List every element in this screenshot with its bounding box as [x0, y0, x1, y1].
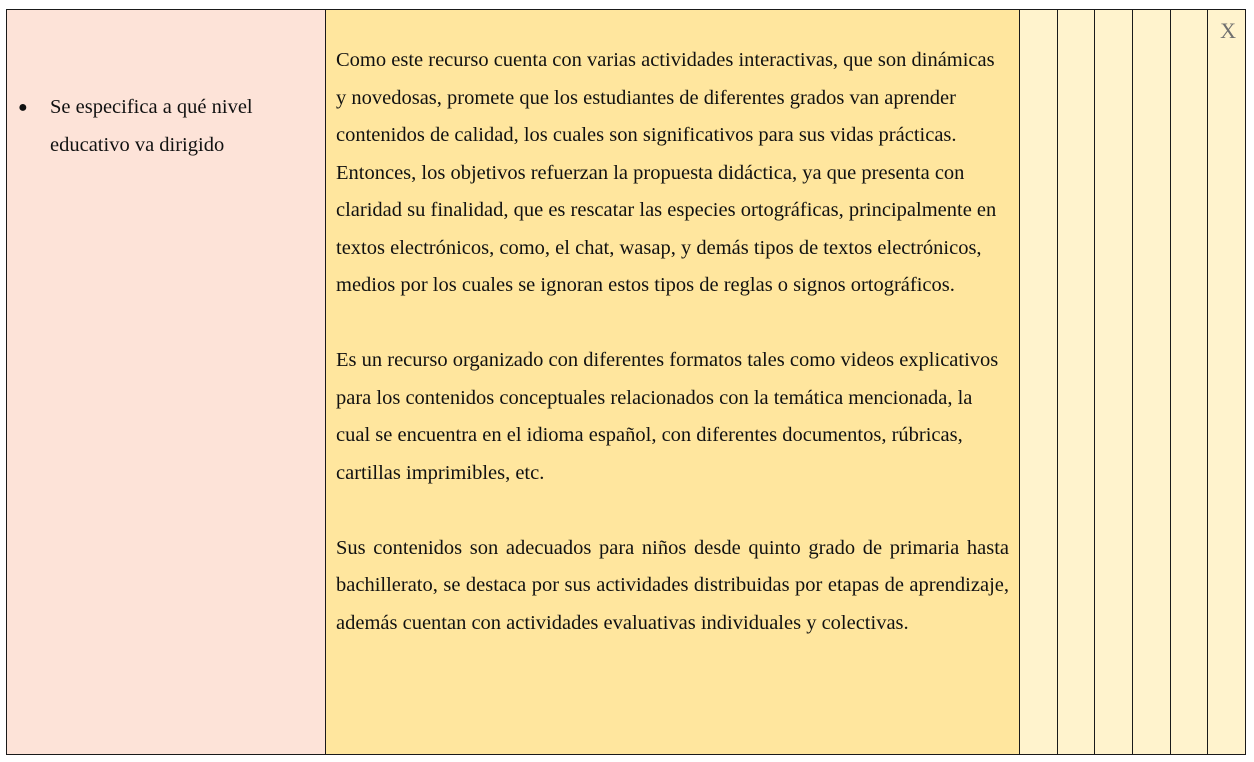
- rating-cell-4[interactable]: [1132, 10, 1170, 755]
- rating-cell-5[interactable]: [1170, 10, 1208, 755]
- description-paragraph-3: Sus contenidos son adecuados para niños desde quinto grado de primaria hasta bachillerato, se destaca por sus actividades distribuidas por etapas de aprendizaje, además cuentan con actividades evaluativas individuales y colectivas.: [336, 536, 1009, 634]
- criterion-list: [7, 89, 325, 164]
- criterion-item: [7, 89, 325, 164]
- evaluation-table: [6, 9, 1246, 755]
- criterion-cell: [7, 10, 326, 755]
- rating-cell-1[interactable]: [1020, 10, 1058, 755]
- description-paragraph-2: Es un recurso organizado con diferentes formatos tales como videos explicativos para los contenidos conceptuales relacionados con la temática mencionada, la cual se encuentra en el idioma español, con diferentes documentos, rúbricas, cartillas imprimibles, etc.: [336, 349, 999, 484]
- description-cell: [326, 10, 1020, 755]
- rating-cell-2[interactable]: [1057, 10, 1095, 755]
- rating-cell-6[interactable]: [1208, 10, 1246, 755]
- description-text: [326, 10, 1019, 642]
- bullet-icon: ●: [18, 99, 28, 116]
- table-row: [7, 10, 1246, 755]
- rating-mark[interactable]: X: [1220, 18, 1236, 43]
- criterion-text: Se especifica a qué nivel educativo va dirigido: [50, 96, 253, 156]
- description-paragraph-1: Como este recurso cuenta con varias actividades interactivas, que son dinámicas y novedosas, promete que los estudiantes de diferentes grados van aprender contenidos de calidad, los cuales son significativos para sus vidas prácticas. Entonces, los objetivos refuerzan la propuesta didáctica, ya que presenta con claridad su finalidad, que es rescatar las especies ortográficas, principalmente en textos electrónicos, como, el chat, wasap, y demás tipos de textos electrónicos, medios por los cuales se ignoran estos tipos de reglas o signos ortográficos.: [336, 49, 997, 296]
- rating-cell-3[interactable]: [1095, 10, 1133, 755]
